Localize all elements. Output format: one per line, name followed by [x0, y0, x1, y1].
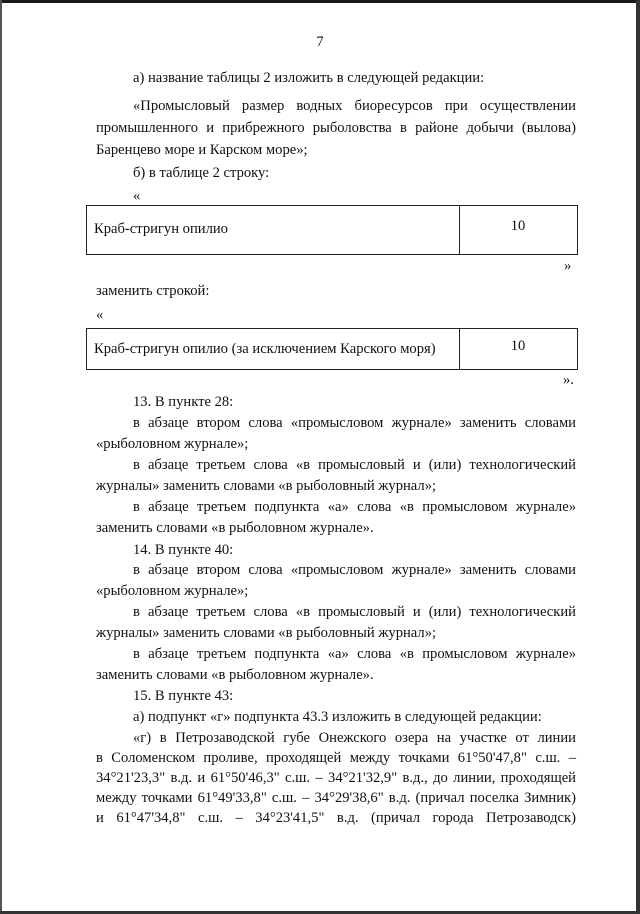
table-old-name-cell	[87, 206, 460, 254]
open-quote: «	[133, 188, 141, 204]
section-heading: 13. В пункте 28:	[133, 394, 234, 410]
paragraph-line: заменить строкой:	[96, 283, 210, 299]
paragraph-line: «рыболовном журнале»;	[96, 436, 249, 452]
table-old-name: Краб-стригун опилио	[94, 221, 228, 237]
paragraph-line: «г) в Петрозаводской губе Онежского озера на участке от линии	[133, 730, 576, 746]
paragraph-line: заменить словами «в рыболовном журнале».	[96, 520, 374, 536]
paragraph-line: в абзаце третьем слова «в промысловый и (или) технологический	[133, 457, 576, 473]
paragraph-line: и 61°47'34,8" с.ш. – 34°23'41,5" в.д. (причал города Петрозаводск)	[96, 810, 576, 826]
paragraph-line: в абзаце третьем подпункта «а» слова «в промысловом журнале»	[133, 646, 576, 662]
paragraph-line: в Соломенском проливе, проходящей между точками 61°50'47,8" с.ш. –	[96, 750, 576, 766]
paragraph-line: между точками 61°49'33,8" с.ш. – 34°29'38,6" в.д. (причал поселка Зимник)	[96, 790, 576, 806]
close-quote: »	[564, 258, 572, 274]
table-new-name-cell	[87, 329, 460, 369]
page-number: 7	[316, 34, 324, 50]
table-old-row	[86, 205, 578, 255]
section-heading: 15. В пункте 43:	[133, 688, 234, 704]
paragraph-line: б) в таблице 2 строку:	[133, 165, 270, 181]
table-new-value: 10	[510, 338, 526, 354]
paragraph-line: журналы» заменить словами «в рыболовный журнал»;	[96, 478, 437, 494]
paragraph-line: 34°21'23,3" в.д. и 61°50'46,3" с.ш. – 34°21'32,9" в.д., до линии, проходящей	[96, 770, 576, 786]
paragraph-line: промышленного и прибрежного рыболовства в районе добычи (вылова)	[96, 120, 576, 136]
close-quote: ».	[563, 372, 574, 388]
table-old-value: 10	[510, 218, 526, 234]
paragraph-line: «Промысловый размер водных биоресурсов при осуществлении	[133, 98, 576, 114]
paragraph-line: заменить словами «в рыболовном журнале».	[96, 667, 374, 683]
section-heading: 14. В пункте 40:	[133, 542, 234, 558]
scan-edge-right	[636, 0, 640, 914]
scan-edge-left	[0, 0, 2, 914]
table-new-row	[86, 328, 578, 370]
paragraph-line: в абзаце втором слова «промысловом журнале» заменить словами	[133, 562, 576, 578]
paragraph-line: Баренцево море и Карском море»;	[96, 142, 308, 158]
open-quote: «	[96, 307, 104, 323]
scan-edge-top	[0, 0, 640, 3]
paragraph-line: журналы» заменить словами «в рыболовный журнал»;	[96, 625, 437, 641]
paragraph-line: в абзаце третьем слова «в промысловый и (или) технологический	[133, 604, 576, 620]
table-new-name: Краб-стригун опилио (за исключением Карского моря)	[94, 341, 436, 357]
paragraph-line: «рыболовном журнале»;	[96, 583, 249, 599]
paragraph-line: а) название таблицы 2 изложить в следующей редакции:	[133, 70, 485, 86]
paragraph-line: в абзаце втором слова «промысловом журнале» заменить словами	[133, 415, 576, 431]
paragraph-line: а) подпункт «г» подпункта 43.3 изложить в следующей редакции:	[133, 709, 542, 725]
paragraph-line: в абзаце третьем подпункта «а» слова «в промысловом журнале»	[133, 499, 576, 515]
